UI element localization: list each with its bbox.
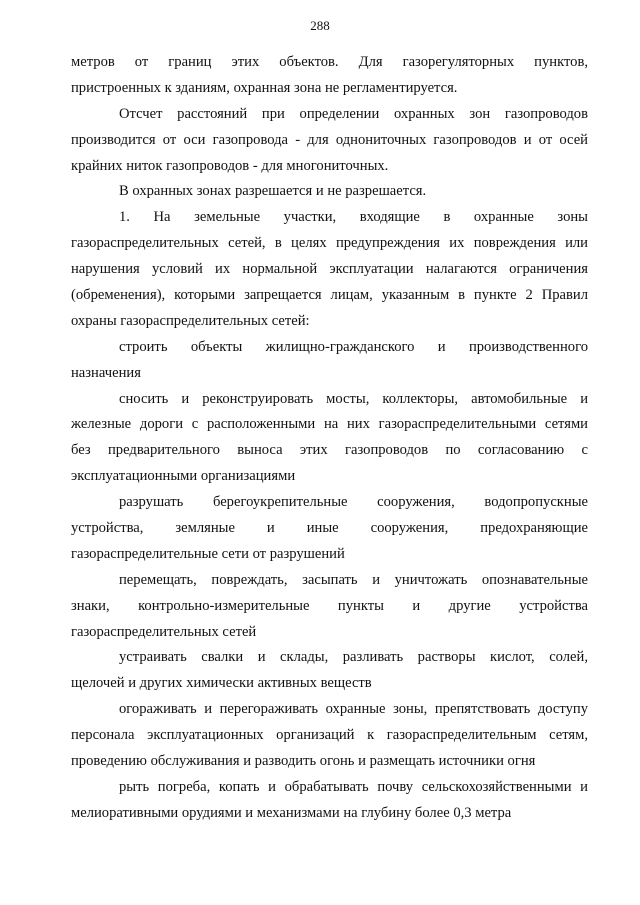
text-line: железные дороги с расположенными на них газораспределительными сетями [71,416,588,433]
text-line: (обременения), которыми запрещается лицам, указанным в пункте 2 Правил [71,287,588,304]
text-line: В охранных зонах разрешается и не разрешается. [119,183,427,200]
text-line: нарушения условий их нормальной эксплуатации налагаются ограничения [71,261,588,278]
text-line: проведению обслуживания и разводить огонь и размещать источники огня [71,753,536,770]
text-line: назначения [71,364,141,381]
text-line: устраивать свалки и склады, разливать растворы кислот, солей, [119,649,588,666]
text-line: без предварительного выноса этих газопроводов по согласованию с [71,442,588,459]
text-line: рыть погреба, копать и обрабатывать почву сельскохозяйственными и [119,778,588,795]
text-line: мелиоративными орудиями и механизмами на глубину более 0,3 метра [71,804,512,821]
text-line: знаки, контрольно-измерительные пункты и другие устройства [71,597,588,614]
body-text [71,50,588,827]
text-line: крайних ниток газопроводов - для многониточных. [71,157,389,174]
text-line: устройства, земляные и иные сооружения, предохраняющие [71,520,588,537]
text-line: Отсчет расстояний при определении охранных зон газопроводов [119,105,588,122]
text-line: газораспределительных сетей [71,623,257,640]
text-line: метров от границ этих объектов. Для газорегуляторных пунктов, [71,54,588,70]
text-line: эксплуатационными организациями [71,468,296,485]
text-line: разрушать берегоукрепительные сооружения, водопропускные [119,494,588,511]
text-line: перемещать, повреждать, засыпать и уничтожать опознавательные [119,571,588,588]
text-line: производится от оси газопровода - для однониточных газопроводов и от осей [71,131,588,148]
text-line: пристроенных к зданиям, охранная зона не регламентируется. [71,79,458,96]
text-line: охраны газораспределительных сетей: [71,312,310,329]
text-line: сносить и реконструировать мосты, коллекторы, автомобильные и [119,390,588,407]
text-line: строить объекты жилищно-гражданского и производственного [119,338,588,355]
text-line: щелочей и других химически активных веществ [71,675,372,692]
text-line: 1. На земельные участки, входящие в охранные зоны [119,209,588,226]
text-line: огораживать и перегораживать охранные зоны, препятствовать доступу [119,701,588,718]
text-line: газораспределительные сети от разрушений [71,545,345,562]
text-line: персонала эксплуатационных организаций к газораспределительным сетям, [71,727,588,744]
page-number: 288 [310,18,330,33]
text-line: газораспределительных сетей, в целях предупреждения их повреждения или [71,235,588,252]
